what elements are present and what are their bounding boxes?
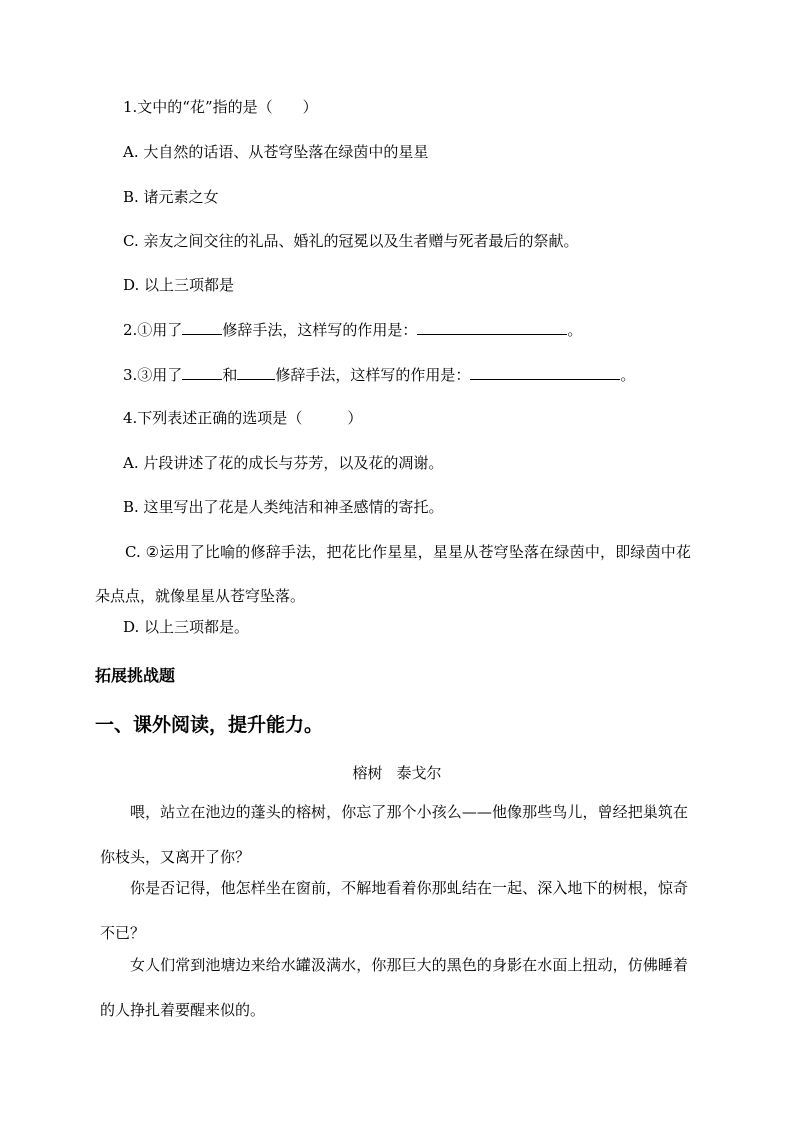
question-4-option-d: D. 以上三项都是。 — [123, 618, 250, 636]
question-3 — [123, 365, 635, 385]
question-3-blank-2[interactable] — [237, 365, 275, 380]
question-1-option-b: B. 诸元素之女 — [123, 188, 219, 206]
question-4-stem: 4.下列表述正确的选项是（ ） — [123, 409, 363, 427]
question-4-option-b: B. 这里写出了花是人类纯洁和神圣感情的寄托。 — [123, 498, 444, 516]
reading-title-line — [0, 762, 794, 783]
question-1-stem: 1.文中的“花”指的是（ ） — [123, 98, 318, 116]
question-2-blank-1[interactable] — [182, 320, 222, 335]
question-3-end: 。 — [620, 366, 636, 384]
reading-title: 榕树 — [352, 764, 383, 782]
question-4-option-a: A. 片段讲述了花的成长与芬芳，以及花的凋谢。 — [123, 454, 444, 472]
reading-paragraph-3: 女人们常到池塘边来给水罐汲满水，你那巨大的黑色的身影在水面上扭动，仿佛睡着的人挣扎着要醒来似的。 — [100, 956, 688, 1019]
reading-paragraph-2: 你是否记得，他怎样坐在窗前，不解地看着你那虬结在一起、深入地下的树根，惊奇不已？ — [100, 879, 688, 942]
question-2-prefix: 2.①用了 — [123, 321, 183, 339]
question-2-end: 。 — [567, 321, 583, 339]
question-1-option-a: A. 大自然的话语、从苍穹坠落在绿茵中的星星 — [123, 143, 429, 161]
reading-paragraph-1: 喂，站立在池边的蓬头的榕树，你忘了那个小孩么——他像那些鸟儿，曾经把巢筑在你枝头，又离开了你？ — [100, 803, 688, 866]
reading-author: 泰戈尔 — [396, 764, 442, 782]
section-heading: 拓展挑战题 — [95, 666, 176, 685]
question-1-option-d: D. 以上三项都是 — [123, 276, 235, 294]
question-2 — [123, 320, 582, 340]
part-heading: 一、课外阅读，提升能力。 — [95, 714, 324, 736]
question-2-middle: 修辞手法，这样写的作用是： — [222, 321, 418, 339]
question-3-blank-1[interactable] — [182, 365, 222, 380]
question-3-and: 和 — [222, 366, 238, 384]
question-3-prefix: 3.③用了 — [123, 366, 183, 384]
question-3-blank-3[interactable] — [470, 365, 620, 380]
question-1-option-c: C. 亲友之间交往的礼品、婚礼的冠冕以及生者赠与死者最后的祭献。 — [123, 232, 579, 250]
question-4-option-c: C. ②运用了比喻的修辞手法，把花比作星星，星星从苍穹坠落在绿茵中，即绿茵中花朵点点，就像星星从苍穹坠落。 — [95, 543, 691, 605]
question-3-middle: 修辞手法，这样写的作用是： — [275, 366, 471, 384]
question-2-blank-2[interactable] — [417, 320, 567, 335]
